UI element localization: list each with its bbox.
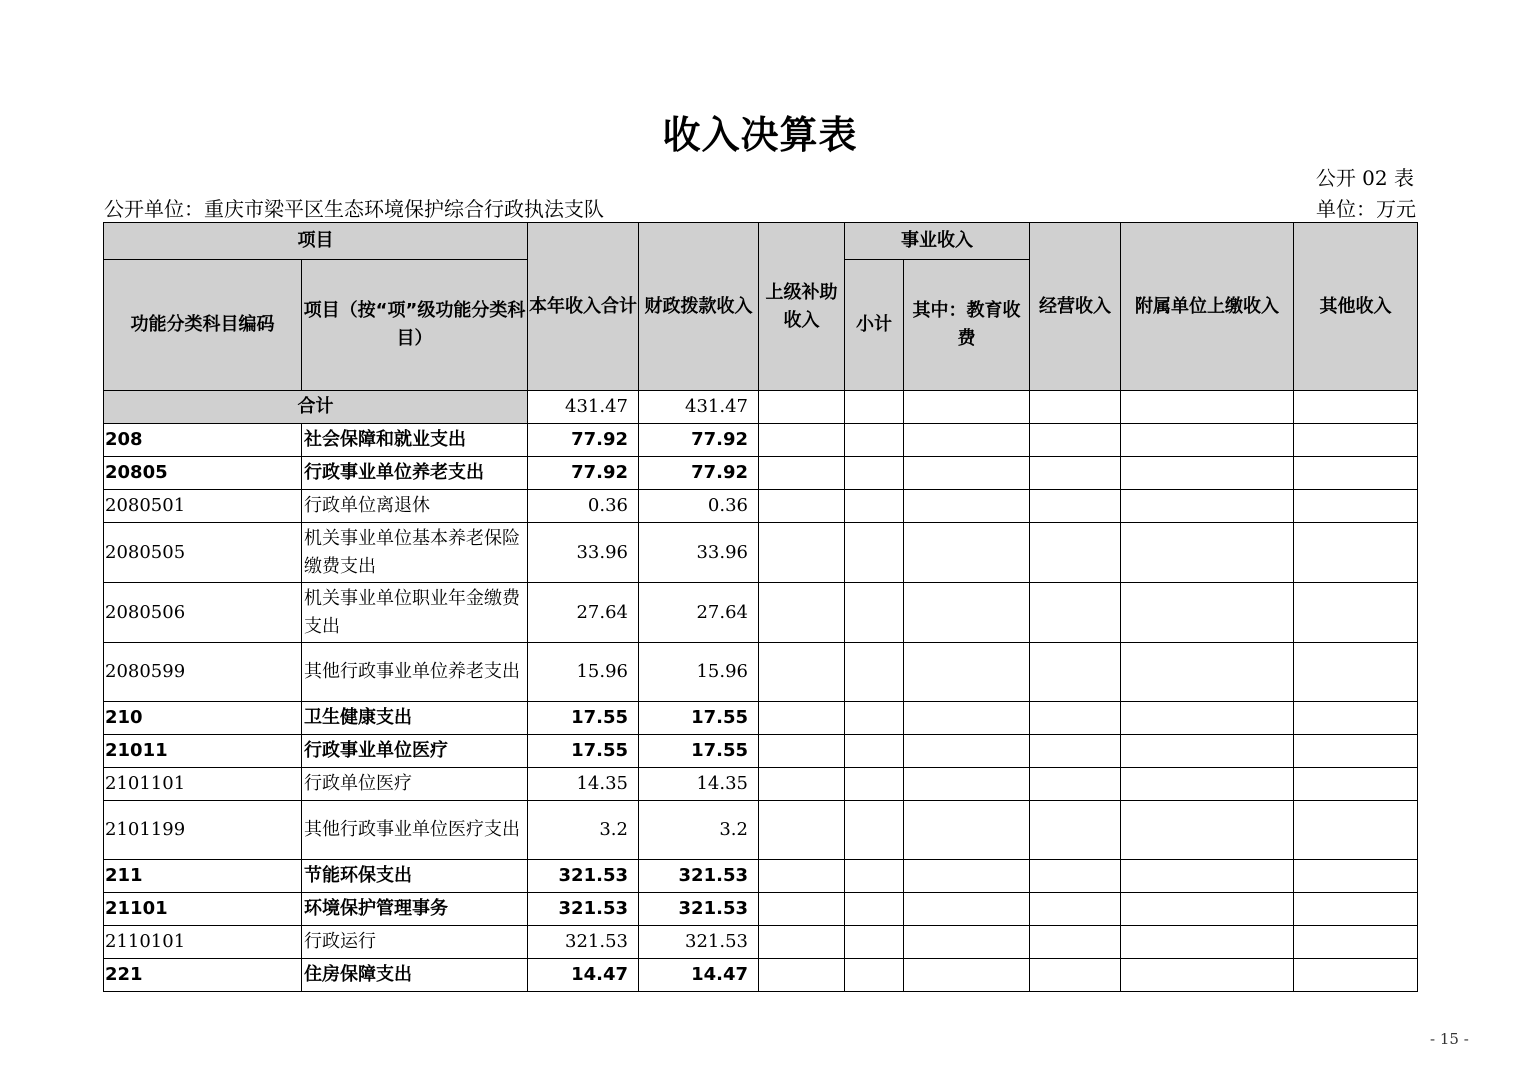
fiscal-cell: 3.2 [639, 801, 759, 860]
func-code-cell: 221 [104, 959, 302, 992]
empty-cell [1121, 457, 1294, 490]
func-code-cell: 2110101 [104, 926, 302, 959]
income-table [103, 222, 1418, 992]
total-income-cell: 33.96 [528, 523, 639, 583]
total-row [104, 391, 1418, 424]
empty-cell [1121, 768, 1294, 801]
func-code-cell: 208 [104, 424, 302, 457]
func-code-cell: 2080506 [104, 583, 302, 643]
total-income-cell: 17.55 [528, 735, 639, 768]
func-name-cell: 卫生健康支出 [302, 702, 528, 735]
func-code-cell: 210 [104, 702, 302, 735]
empty-cell [759, 424, 845, 457]
total-income-cell: 77.92 [528, 424, 639, 457]
empty-cell [1294, 643, 1418, 702]
empty-cell [1121, 702, 1294, 735]
empty-cell [845, 735, 904, 768]
empty-cell [904, 959, 1030, 992]
func-name-cell: 环境保护管理事务 [302, 893, 528, 926]
empty-cell [759, 643, 845, 702]
empty-cell [904, 424, 1030, 457]
table-row [104, 490, 1418, 523]
empty-cell [845, 860, 904, 893]
empty-cell [845, 702, 904, 735]
empty-cell [845, 457, 904, 490]
empty-cell [759, 926, 845, 959]
func-code-cell: 21011 [104, 735, 302, 768]
empty-cell [904, 643, 1030, 702]
header-item: 项目 [104, 223, 528, 260]
empty-cell [904, 801, 1030, 860]
empty-cell [904, 583, 1030, 643]
empty-cell [1294, 860, 1418, 893]
table-row [104, 643, 1418, 702]
func-name-cell: 社会保障和就业支出 [302, 424, 528, 457]
empty-cell [759, 583, 845, 643]
func-code-cell: 2101199 [104, 801, 302, 860]
table-row [104, 959, 1418, 992]
empty-cell [845, 768, 904, 801]
header-total-income: 本年收入合计 [528, 223, 639, 391]
empty-cell [1294, 702, 1418, 735]
total-income-cell: 77.92 [528, 457, 639, 490]
empty-cell [904, 735, 1030, 768]
func-name-cell: 其他行政事业单位养老支出 [302, 643, 528, 702]
total-income-cell: 431.47 [528, 391, 639, 424]
empty-cell [1121, 523, 1294, 583]
unit-row [104, 193, 1416, 221]
fiscal-cell: 17.55 [639, 735, 759, 768]
table-number: 公开 02 表 [1315, 166, 1414, 190]
table-row [104, 926, 1418, 959]
page-number: - 15 - [1430, 1030, 1469, 1048]
empty-cell [1121, 424, 1294, 457]
empty-cell [759, 860, 845, 893]
table-row [104, 801, 1418, 860]
empty-cell [845, 801, 904, 860]
table-body [104, 391, 1418, 992]
empty-cell [1030, 523, 1121, 583]
empty-cell [1294, 523, 1418, 583]
fiscal-cell: 15.96 [639, 643, 759, 702]
empty-cell [1121, 735, 1294, 768]
empty-cell [904, 391, 1030, 424]
func-name-cell: 其他行政事业单位医疗支出 [302, 801, 528, 860]
fiscal-cell: 14.47 [639, 959, 759, 992]
empty-cell [1030, 801, 1121, 860]
empty-cell [904, 702, 1030, 735]
header-operating: 经营收入 [1030, 223, 1121, 391]
empty-cell [904, 523, 1030, 583]
empty-cell [1030, 490, 1121, 523]
empty-cell [1030, 926, 1121, 959]
empty-cell [845, 424, 904, 457]
empty-cell [845, 893, 904, 926]
table-row [104, 702, 1418, 735]
empty-cell [1030, 457, 1121, 490]
page-title: 收入决算表 [662, 113, 858, 157]
empty-cell [1294, 490, 1418, 523]
empty-cell [759, 735, 845, 768]
table-row [104, 735, 1418, 768]
total-income-cell: 27.64 [528, 583, 639, 643]
empty-cell [759, 893, 845, 926]
empty-cell [1030, 583, 1121, 643]
table-row [104, 768, 1418, 801]
header-education-fee: 其中：教育收费 [904, 260, 1030, 391]
total-income-cell: 0.36 [528, 490, 639, 523]
fiscal-cell: 321.53 [639, 926, 759, 959]
empty-cell [1121, 801, 1294, 860]
fiscal-cell: 77.92 [639, 424, 759, 457]
empty-cell [1030, 735, 1121, 768]
func-code-cell: 20805 [104, 457, 302, 490]
func-name-cell: 行政单位医疗 [302, 768, 528, 801]
empty-cell [1294, 424, 1418, 457]
empty-cell [904, 926, 1030, 959]
empty-cell [1121, 391, 1294, 424]
table-row [104, 893, 1418, 926]
empty-cell [759, 523, 845, 583]
fiscal-cell: 33.96 [639, 523, 759, 583]
func-code-cell: 2080501 [104, 490, 302, 523]
empty-cell [845, 643, 904, 702]
fiscal-cell: 14.35 [639, 768, 759, 801]
empty-cell [845, 926, 904, 959]
total-income-cell: 321.53 [528, 926, 639, 959]
empty-cell [1030, 860, 1121, 893]
total-income-cell: 321.53 [528, 860, 639, 893]
func-name-cell: 机关事业单位职业年金缴费支出 [302, 583, 528, 643]
total-label: 合计 [104, 391, 528, 424]
empty-cell [904, 893, 1030, 926]
empty-cell [904, 768, 1030, 801]
empty-cell [1030, 391, 1121, 424]
fiscal-cell: 27.64 [639, 583, 759, 643]
empty-cell [1121, 893, 1294, 926]
total-income-cell: 3.2 [528, 801, 639, 860]
func-name-cell: 住房保障支出 [302, 959, 528, 992]
empty-cell [1030, 424, 1121, 457]
table-row [104, 583, 1418, 643]
empty-cell [845, 490, 904, 523]
header-fiscal: 财政拨款收入 [639, 223, 759, 391]
func-name-cell: 机关事业单位基本养老保险缴费支出 [302, 523, 528, 583]
empty-cell [1294, 801, 1418, 860]
func-code-cell: 21101 [104, 893, 302, 926]
empty-cell [759, 457, 845, 490]
header-func-name: 项目（按“项”级功能分类科目） [302, 260, 528, 391]
empty-cell [759, 391, 845, 424]
func-code-cell: 2080599 [104, 643, 302, 702]
empty-cell [1294, 735, 1418, 768]
empty-cell [1294, 959, 1418, 992]
total-income-cell: 17.55 [528, 702, 639, 735]
empty-cell [759, 702, 845, 735]
empty-cell [1030, 959, 1121, 992]
empty-cell [1030, 768, 1121, 801]
func-name-cell: 行政事业单位养老支出 [302, 457, 528, 490]
empty-cell [1121, 926, 1294, 959]
table-row [104, 457, 1418, 490]
empty-cell [1294, 583, 1418, 643]
empty-cell [759, 490, 845, 523]
empty-cell [1294, 893, 1418, 926]
empty-cell [1030, 893, 1121, 926]
empty-cell [1121, 959, 1294, 992]
empty-cell [759, 768, 845, 801]
table-row [104, 860, 1418, 893]
empty-cell [1121, 643, 1294, 702]
func-name-cell: 行政运行 [302, 926, 528, 959]
empty-cell [1294, 457, 1418, 490]
table-row [104, 523, 1418, 583]
header-subtotal: 小计 [845, 260, 904, 391]
fiscal-cell: 0.36 [639, 490, 759, 523]
empty-cell [904, 860, 1030, 893]
func-code-cell: 211 [104, 860, 302, 893]
measurement-unit: 单位：万元 [1316, 197, 1416, 221]
func-name-cell: 节能环保支出 [302, 860, 528, 893]
empty-cell [1294, 391, 1418, 424]
fiscal-cell: 17.55 [639, 702, 759, 735]
empty-cell [845, 959, 904, 992]
empty-cell [904, 490, 1030, 523]
empty-cell [904, 457, 1030, 490]
total-income-cell: 15.96 [528, 643, 639, 702]
empty-cell [759, 801, 845, 860]
header-func-code: 功能分类科目编码 [104, 260, 302, 391]
func-code-cell: 2080505 [104, 523, 302, 583]
fiscal-cell: 321.53 [639, 860, 759, 893]
header-superior-subsidy: 上级补助收入 [759, 223, 845, 391]
empty-cell [759, 959, 845, 992]
func-name-cell: 行政事业单位医疗 [302, 735, 528, 768]
empty-cell [1030, 702, 1121, 735]
header-affiliated: 附属单位上缴收入 [1121, 223, 1294, 391]
fiscal-cell: 321.53 [639, 893, 759, 926]
empty-cell [1294, 768, 1418, 801]
table-header [104, 223, 1418, 391]
total-income-cell: 14.47 [528, 959, 639, 992]
empty-cell [845, 583, 904, 643]
empty-cell [1121, 583, 1294, 643]
empty-cell [1121, 490, 1294, 523]
reporting-unit: 公开单位：重庆市梁平区生态环境保护综合行政执法支队 [104, 197, 604, 221]
empty-cell [845, 391, 904, 424]
fiscal-cell: 77.92 [639, 457, 759, 490]
total-income-cell: 321.53 [528, 893, 639, 926]
header-business-income: 事业收入 [845, 223, 1030, 260]
total-income-cell: 14.35 [528, 768, 639, 801]
func-name-cell: 行政单位离退休 [302, 490, 528, 523]
func-code-cell: 2101101 [104, 768, 302, 801]
empty-cell [1294, 926, 1418, 959]
total-fiscal-cell: 431.47 [639, 391, 759, 424]
empty-cell [1030, 643, 1121, 702]
empty-cell [845, 523, 904, 583]
table-row [104, 424, 1418, 457]
empty-cell [1121, 860, 1294, 893]
header-other: 其他收入 [1294, 223, 1418, 391]
